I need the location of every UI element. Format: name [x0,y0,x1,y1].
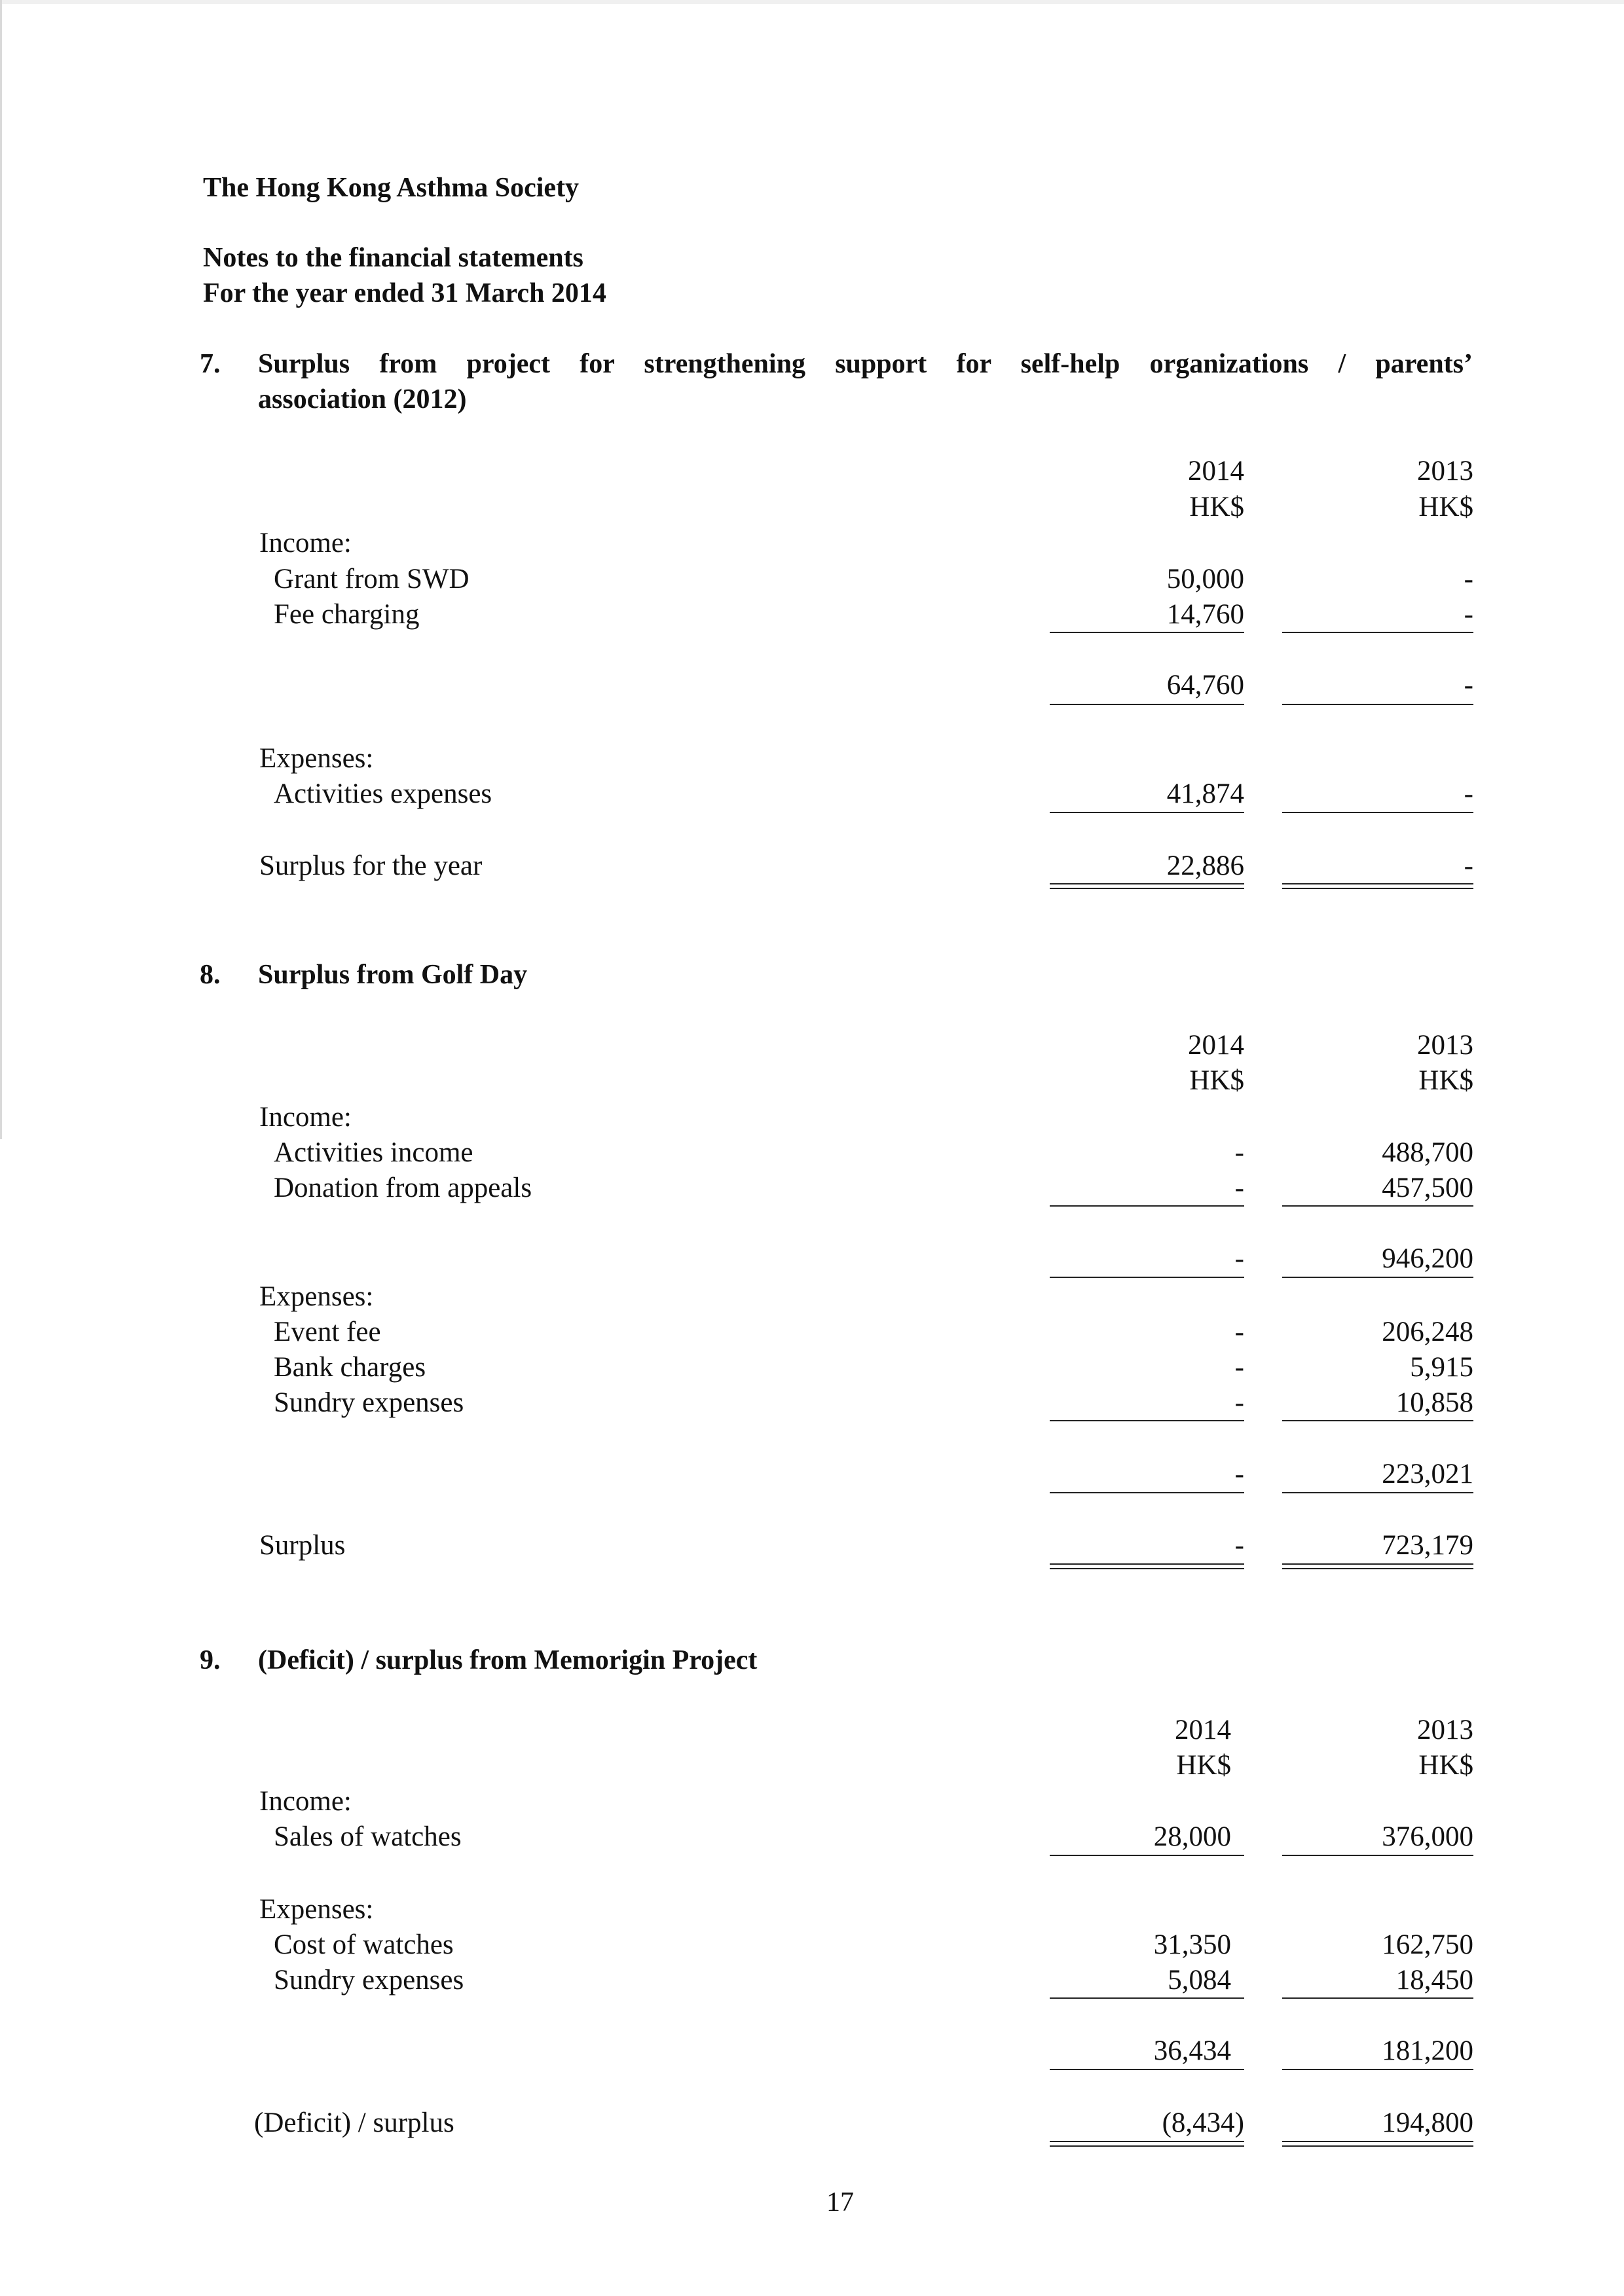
double-underline [1282,883,1473,889]
expenses-total-2014: 36,434 [1153,2035,1231,2066]
double-underline [1050,1563,1244,1569]
underline [1282,1420,1473,1421]
value-2013: - [1464,599,1473,630]
value-2014: 31,350 [1153,1929,1231,1960]
column-currency-2013: HK$ [1418,492,1473,522]
note-9-title: (Deficit) / surplus from Memorigin Project [258,1645,758,1675]
underline [1050,1997,1244,1999]
value-2013: 162,750 [1382,1929,1473,1960]
value-2014: - [1234,1352,1244,1383]
double-underline [1050,2141,1244,2147]
note-9-number: 9. [200,1645,221,1675]
underline [1282,1855,1473,1856]
column-header-2014: 2014 [1188,456,1244,486]
value-2014: 50,000 [1166,564,1244,594]
value-2014: - [1234,1173,1244,1203]
income-total-2014: - [1234,1243,1244,1274]
expenses-label: Expenses: [259,1894,374,1925]
result-2014: (8,434) [1162,2107,1244,2138]
value-2014: 14,760 [1166,599,1244,630]
underline [1050,812,1244,813]
income-total-2013: 946,200 [1382,1243,1473,1274]
value-2014: - [1234,1137,1244,1168]
value-2013: 10,858 [1395,1387,1473,1418]
note-8-number: 8. [200,960,221,990]
value-2013: 206,248 [1382,1317,1473,1347]
result-2013: - [1464,850,1473,881]
value-2013: 488,700 [1382,1137,1473,1168]
underline [1282,1492,1473,1493]
row-label: Bank charges [274,1352,426,1383]
row-label: Event fee [274,1317,381,1347]
row-label: Activities income [274,1137,473,1168]
value-2013: - [1464,564,1473,594]
column-header-2013: 2013 [1417,1715,1473,1745]
result-label: Surplus for the year [259,850,483,881]
scan-edge-left [0,0,2,1139]
column-currency-2014: HK$ [1189,1065,1244,1096]
underline [1050,1492,1244,1493]
row-label: Sundry expenses [274,1387,464,1418]
expenses-label: Expenses: [259,743,374,774]
underline [1282,632,1473,633]
income-total-2014: 64,760 [1166,670,1244,701]
organization-name: The Hong Kong Asthma Society [203,173,580,203]
row-label: Donation from appeals [274,1173,532,1203]
row-label: Sales of watches [274,1821,462,1852]
underline [1050,1855,1244,1856]
result-label: Surplus [259,1530,346,1561]
page-number: 17 [826,2187,854,2217]
result-2014: 22,886 [1166,850,1244,881]
underline [1050,1277,1244,1278]
underline [1050,1205,1244,1207]
scan-edge-top [0,0,1624,4]
row-label: Sundry expenses [274,1965,464,1995]
row-label: Grant from SWD [274,564,470,594]
reporting-period: For the year ended 31 March 2014 [203,278,606,308]
underline [1282,2069,1473,2070]
result-2013: 194,800 [1382,2107,1473,2138]
result-2013: 723,179 [1382,1530,1473,1561]
value-2013: 18,450 [1395,1965,1473,1995]
underline [1282,812,1473,813]
value-2014: 5,084 [1168,1965,1231,1995]
row-label: Activities expenses [274,778,492,809]
double-underline [1050,883,1244,889]
value-2014: - [1234,1317,1244,1347]
row-label: Cost of watches [274,1929,454,1960]
result-2014: - [1234,1530,1244,1561]
value-2014: - [1234,1387,1244,1418]
column-header-2014: 2014 [1188,1030,1244,1061]
underline [1050,632,1244,633]
note-7-title-line1: Surplus from project for strengthening support for self-help organizations / parents’ [258,349,1473,379]
underline [1282,704,1473,705]
value-2013: 376,000 [1382,1821,1473,1852]
value-2013: 457,500 [1382,1173,1473,1203]
underline [1282,1997,1473,1999]
column-header-2013: 2013 [1417,1030,1473,1061]
underline [1050,1420,1244,1421]
note-7-number: 7. [200,349,221,379]
double-underline [1282,2141,1473,2147]
column-currency-2014: HK$ [1189,492,1244,522]
value-2013: 5,915 [1410,1352,1473,1383]
expenses-total-2014: - [1234,1459,1244,1489]
row-label: Fee charging [274,599,420,630]
underline [1282,1205,1473,1207]
note-7-title-line2: association (2012) [258,384,467,414]
expenses-total-2013: 223,021 [1382,1459,1473,1489]
income-label: Income: [259,1102,352,1133]
column-header-2014: 2014 [1175,1715,1231,1745]
underline [1282,1277,1473,1278]
income-label: Income: [259,1786,352,1817]
column-header-2013: 2013 [1417,456,1473,486]
income-total-2013: - [1464,670,1473,701]
expenses-label: Expenses: [259,1281,374,1312]
column-currency-2013: HK$ [1418,1750,1473,1781]
document-title: Notes to the financial statements [203,243,583,273]
column-currency-2014: HK$ [1176,1750,1231,1781]
underline [1050,704,1244,705]
income-label: Income: [259,528,352,558]
value-2014: 41,874 [1166,778,1244,809]
column-currency-2013: HK$ [1418,1065,1473,1096]
value-2014: 28,000 [1153,1821,1231,1852]
double-underline [1282,1563,1473,1569]
underline [1050,2069,1244,2070]
expenses-total-2013: 181,200 [1382,2035,1473,2066]
value-2013: - [1464,778,1473,809]
result-label: (Deficit) / surplus [254,2107,454,2138]
note-8-title: Surplus from Golf Day [258,960,528,990]
